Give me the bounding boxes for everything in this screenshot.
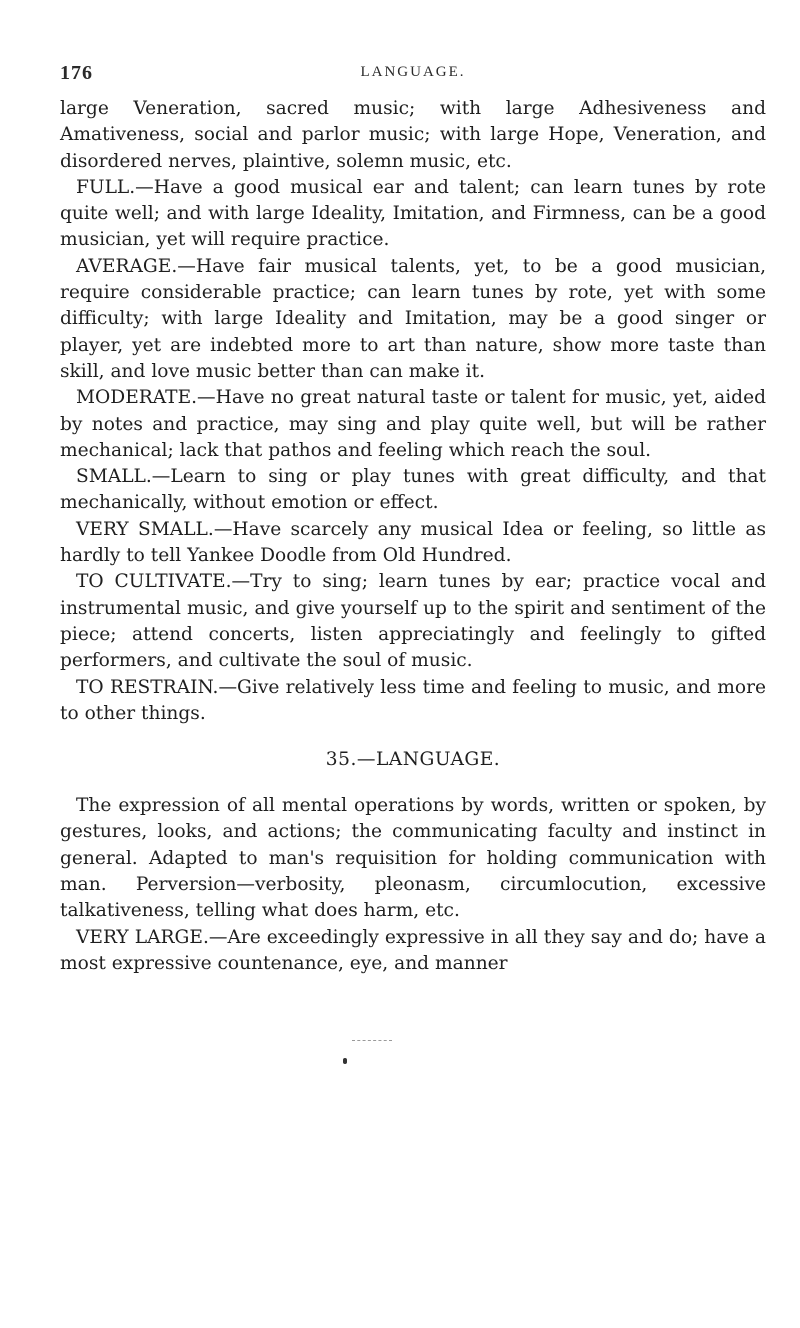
paragraph-small: SMALL.—Learn to sing or play tunes with great difficulty, and that mechanically, without emotion or effect. <box>60 466 766 514</box>
paragraph-to-restrain: TO RESTRAIN.—Give relatively less time and feeling to music, and more to other things. <box>60 676 766 724</box>
footer-mark <box>343 1058 347 1064</box>
book-page <box>60 62 766 977</box>
page-header <box>60 62 766 92</box>
paragraph-continuation: large Veneration, sacred music; with large Adhesiveness and Amativeness, social and parlor music; with large Hope, Veneration, and disordered nerves, plaintive, solemn music, etc. <box>60 98 766 172</box>
paragraph-to-cultivate: TO CULTIVATE.—Try to sing; learn tunes by ear; practice vocal and instrumental music, and give yourself up to the spirit and sentiment of the piece; attend concerts, listen appreciatingly and feelingly to gifted performers, and cultivate the soul of music. <box>60 571 766 672</box>
paragraph-moderate: MODERATE.—Have no great natural taste or talent for music, yet, aided by notes and practice, may sing and play quite well, but will be rather mechanical; lack that pathos and feeling which reach the soul. <box>60 387 766 461</box>
paragraph-very-small: VERY SMALL.—Have scarcely any musical Idea or feeling, so little as hardly to tell Yankee Doodle from Old Hundred. <box>60 518 766 567</box>
footer-rule <box>352 1040 392 1047</box>
paragraph-very-large: VERY LARGE.—Are exceedingly expressive in all they say and do; have a most expressive countenance, eye, and manner <box>60 926 766 974</box>
paragraph-full: FULL.—Have a good musical ear and talent; can learn tunes by rote quite well; and with large Ideality, Imitation, and Firmness, can be a good musician, yet will require practice. <box>60 176 766 251</box>
running-head: LANGUAGE. <box>360 64 466 80</box>
paragraph-language-definition: The expression of all mental operations by words, written or spoken, by gestures, looks, and actions; the communicating faculty and instinct in general. Adapted to man's requisition for holding communication with man. Perversion—verbosity, pleonasm, circumlocution, excessive talkativeness, telling what does harm, etc. <box>60 795 766 922</box>
body-text <box>60 96 766 977</box>
paragraph-average: AVERAGE.—Have fair musical talents, yet, to be a good musician, require considerable practice; can learn tunes by rote, yet with some difficulty; with large Ideality and Imitation, may be a good singer or player, yet are indebted more to art than nature, show more taste than skill, and love music better than can make it. <box>60 255 766 382</box>
page-number: 176 <box>60 62 93 84</box>
section-heading: 35.—LANGUAGE. <box>325 749 501 771</box>
